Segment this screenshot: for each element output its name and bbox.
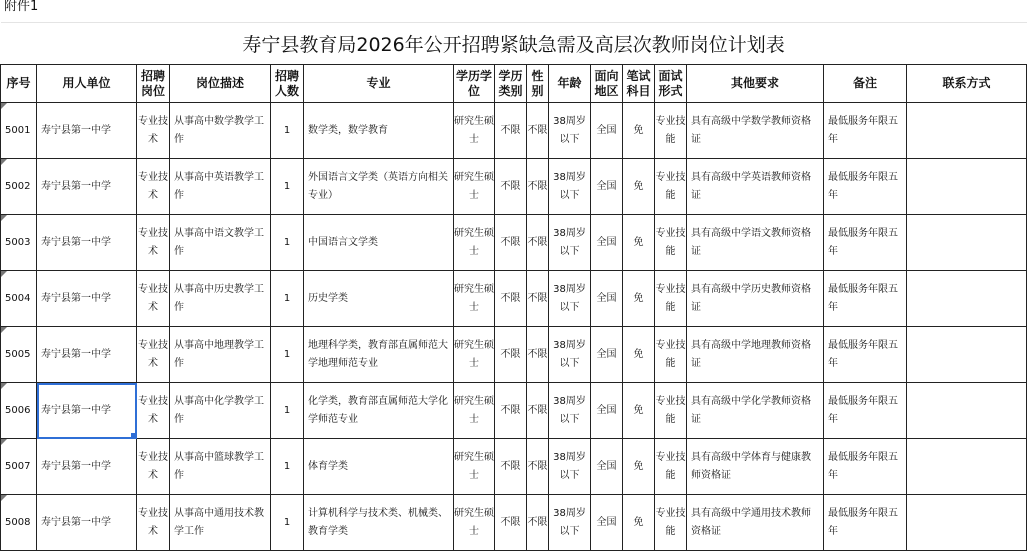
table-row xyxy=(1,383,1027,439)
header-post[interactable]: 招聘岗位 xyxy=(137,65,170,103)
header-desc[interactable]: 岗位描述 xyxy=(170,65,271,103)
comment-indicator-icon xyxy=(1,383,7,389)
cell-contact[interactable] xyxy=(907,215,1027,271)
cell-major[interactable]: 地理科学类，教育部直属师范大学地理师范专业 xyxy=(304,327,454,383)
cell-id[interactable] xyxy=(1,327,37,383)
cell-interview[interactable]: 专业技能 xyxy=(655,215,687,271)
cell-other[interactable]: 具有高级中学语文教师资格证 xyxy=(687,215,824,271)
cell-written[interactable]: 免 xyxy=(623,215,655,271)
cell-post[interactable]: 专业技术 xyxy=(137,327,170,383)
cell-desc[interactable]: 从事高中数学教学工作 xyxy=(170,103,271,159)
cell-count[interactable]: 1 xyxy=(271,383,304,439)
cell-major[interactable]: 外国语言文学类（英语方向相关专业） xyxy=(304,159,454,215)
cell-post[interactable]: 专业技术 xyxy=(137,495,170,551)
cell-age[interactable]: 38周岁以下 xyxy=(549,159,591,215)
header-written[interactable]: 笔试科目 xyxy=(623,65,655,103)
cell-major[interactable]: 计算机科学与技术类、机械类、教育学类 xyxy=(304,495,454,551)
cell-written[interactable]: 免 xyxy=(623,327,655,383)
comment-indicator-icon xyxy=(1,215,7,221)
cell-contact[interactable] xyxy=(907,439,1027,495)
cell-count[interactable]: 1 xyxy=(271,103,304,159)
cell-id-text: 5007 xyxy=(5,460,31,472)
cell-region[interactable]: 全国 xyxy=(591,271,623,327)
cell-note[interactable]: 最低服务年限五年 xyxy=(824,327,907,383)
selected-cell-text: 寿宁县第一中学 xyxy=(41,404,111,416)
cell-id[interactable] xyxy=(1,159,37,215)
cell-contact[interactable] xyxy=(907,271,1027,327)
cell-count[interactable]: 1 xyxy=(271,439,304,495)
cell-degree[interactable]: 研究生硕士 xyxy=(454,495,495,551)
cell-region[interactable]: 全国 xyxy=(591,327,623,383)
cell-age[interactable]: 38周岁以下 xyxy=(549,103,591,159)
cell-id-text: 5005 xyxy=(5,348,31,360)
cell-gender[interactable]: 不限 xyxy=(527,103,549,159)
header-gender[interactable]: 性别 xyxy=(527,65,549,103)
cell-major[interactable]: 体育学类 xyxy=(304,439,454,495)
cell-desc[interactable]: 从事高中历史教学工作 xyxy=(170,271,271,327)
cell-gender[interactable]: 不限 xyxy=(527,495,549,551)
cell-interview[interactable]: 专业技能 xyxy=(655,383,687,439)
cell-interview[interactable]: 专业技能 xyxy=(655,103,687,159)
selected-cell[interactable] xyxy=(37,383,137,439)
cell-other[interactable]: 具有高级中学英语教师资格证 xyxy=(687,159,824,215)
cell-count[interactable]: 1 xyxy=(271,215,304,271)
header-other[interactable]: 其他要求 xyxy=(687,65,824,103)
cell-other[interactable]: 具有高级中学数学教师资格证 xyxy=(687,103,824,159)
cell-major[interactable]: 中国语言文学类 xyxy=(304,215,454,271)
cell-id[interactable] xyxy=(1,383,37,439)
cell-id[interactable] xyxy=(1,495,37,551)
cell-region[interactable]: 全国 xyxy=(591,495,623,551)
cell-region[interactable]: 全国 xyxy=(591,383,623,439)
cell-written[interactable]: 免 xyxy=(623,271,655,327)
cell-written[interactable]: 免 xyxy=(623,495,655,551)
cell-desc[interactable]: 从事高中通用技术教学工作 xyxy=(170,495,271,551)
comment-indicator-icon xyxy=(1,327,7,333)
cell-interview[interactable]: 专业技能 xyxy=(655,327,687,383)
cell-count[interactable]: 1 xyxy=(271,327,304,383)
cell-category[interactable]: 不限 xyxy=(495,159,527,215)
cell-written[interactable]: 免 xyxy=(623,159,655,215)
cell-category[interactable]: 不限 xyxy=(495,215,527,271)
table-row xyxy=(1,271,1027,327)
cell-note[interactable]: 最低服务年限五年 xyxy=(824,383,907,439)
cell-unit[interactable]: 寿宁县第一中学 xyxy=(37,159,137,215)
cell-id-text: 5006 xyxy=(5,404,31,416)
cell-written[interactable]: 免 xyxy=(623,103,655,159)
cell-contact[interactable] xyxy=(907,327,1027,383)
cell-age[interactable]: 38周岁以下 xyxy=(549,383,591,439)
table-row xyxy=(1,103,1027,159)
comment-indicator-icon xyxy=(1,103,7,109)
cell-post[interactable]: 专业技术 xyxy=(137,215,170,271)
cell-count[interactable]: 1 xyxy=(271,495,304,551)
cell-category[interactable]: 不限 xyxy=(495,271,527,327)
cell-desc[interactable]: 从事高中语文教学工作 xyxy=(170,215,271,271)
cell-major[interactable]: 化学类，教育部直属师范大学化学师范专业 xyxy=(304,383,454,439)
header-major[interactable]: 专业 xyxy=(304,65,454,103)
cell-other[interactable]: 具有高级中学历史教师资格证 xyxy=(687,271,824,327)
cell-desc[interactable]: 从事高中化学教学工作 xyxy=(170,383,271,439)
cell-other[interactable]: 具有高级中学化学教师资格证 xyxy=(687,383,824,439)
cell-degree[interactable]: 研究生硕士 xyxy=(454,383,495,439)
cell-degree[interactable]: 研究生硕士 xyxy=(454,327,495,383)
cell-contact[interactable] xyxy=(907,103,1027,159)
cell-category[interactable]: 不限 xyxy=(495,327,527,383)
cell-unit[interactable]: 寿宁县第一中学 xyxy=(37,103,137,159)
cell-interview[interactable]: 专业技能 xyxy=(655,495,687,551)
cell-gender[interactable]: 不限 xyxy=(527,439,549,495)
cell-count[interactable]: 1 xyxy=(271,159,304,215)
header-region[interactable]: 面向地区 xyxy=(591,65,623,103)
cell-note[interactable]: 最低服务年限五年 xyxy=(824,215,907,271)
header-seq[interactable]: 序号 xyxy=(1,65,37,103)
comment-indicator-icon xyxy=(1,159,7,165)
cell-id-text: 5004 xyxy=(5,292,31,304)
header-row xyxy=(1,65,1027,103)
cell-id[interactable] xyxy=(1,271,37,327)
cell-age[interactable]: 38周岁以下 xyxy=(549,271,591,327)
cell-contact[interactable] xyxy=(907,159,1027,215)
cell-region[interactable]: 全国 xyxy=(591,215,623,271)
recruitment-plan-table xyxy=(0,22,1027,551)
cell-id-text: 5003 xyxy=(5,236,31,248)
cell-contact[interactable] xyxy=(907,383,1027,439)
table-row xyxy=(1,439,1027,495)
spreadsheet-grid[interactable] xyxy=(0,22,991,543)
cell-category[interactable]: 不限 xyxy=(495,439,527,495)
comment-indicator-icon xyxy=(1,271,7,277)
cell-id[interactable] xyxy=(1,215,37,271)
cell-id[interactable] xyxy=(1,103,37,159)
cell-post[interactable]: 专业技术 xyxy=(137,103,170,159)
cell-category[interactable]: 不限 xyxy=(495,495,527,551)
cell-other[interactable]: 具有高级中学体育与健康教师资格证 xyxy=(687,439,824,495)
table-title[interactable]: 寿宁县教育局2026年公开招聘紧缺急需及高层次教师岗位计划表 xyxy=(1,23,1027,65)
cell-unit[interactable]: 寿宁县第一中学 xyxy=(37,495,137,551)
cell-gender[interactable]: 不限 xyxy=(527,159,549,215)
cell-post[interactable]: 专业技术 xyxy=(137,159,170,215)
cell-interview[interactable]: 专业技能 xyxy=(655,159,687,215)
header-note[interactable]: 备注 xyxy=(824,65,907,103)
cell-interview[interactable]: 专业技能 xyxy=(655,439,687,495)
cell-unit[interactable]: 寿宁县第一中学 xyxy=(37,327,137,383)
comment-indicator-icon xyxy=(1,495,7,501)
header-unit[interactable]: 用人单位 xyxy=(37,65,137,103)
cell-post[interactable]: 专业技术 xyxy=(137,383,170,439)
cell-id-text: 5008 xyxy=(5,516,31,528)
cell-note[interactable]: 最低服务年限五年 xyxy=(824,103,907,159)
cell-region[interactable]: 全国 xyxy=(591,439,623,495)
cell-written[interactable]: 免 xyxy=(623,439,655,495)
cell-id-text: 5001 xyxy=(5,124,31,136)
cell-post[interactable]: 专业技术 xyxy=(137,439,170,495)
header-contact[interactable]: 联系方式 xyxy=(907,65,1027,103)
cell-count[interactable]: 1 xyxy=(271,271,304,327)
cell-gender[interactable]: 不限 xyxy=(527,383,549,439)
cell-desc[interactable]: 从事高中英语教学工作 xyxy=(170,159,271,215)
cell-post[interactable]: 专业技术 xyxy=(137,271,170,327)
cell-unit[interactable]: 寿宁县第一中学 xyxy=(37,271,137,327)
cell-age[interactable]: 38周岁以下 xyxy=(549,439,591,495)
cell-gender[interactable]: 不限 xyxy=(527,327,549,383)
cell-degree[interactable]: 研究生硕士 xyxy=(454,271,495,327)
cell-gender[interactable]: 不限 xyxy=(527,215,549,271)
cell-age[interactable]: 38周岁以下 xyxy=(549,495,591,551)
cell-desc[interactable]: 从事高中篮球教学工作 xyxy=(170,439,271,495)
header-count[interactable]: 招聘人数 xyxy=(271,65,304,103)
cell-major[interactable]: 历史学类 xyxy=(304,271,454,327)
cell-degree[interactable]: 研究生硕士 xyxy=(454,159,495,215)
header-degree[interactable]: 学历学位 xyxy=(454,65,495,103)
attachment-label: 附件1 xyxy=(4,0,39,14)
cell-id[interactable] xyxy=(1,439,37,495)
cell-category[interactable]: 不限 xyxy=(495,383,527,439)
table-row xyxy=(1,495,1027,551)
table-row xyxy=(1,215,1027,271)
cell-degree[interactable]: 研究生硕士 xyxy=(454,103,495,159)
header-category[interactable]: 学历类别 xyxy=(495,65,527,103)
cell-category[interactable]: 不限 xyxy=(495,103,527,159)
cell-note[interactable]: 最低服务年限五年 xyxy=(824,271,907,327)
cell-region[interactable]: 全国 xyxy=(591,103,623,159)
header-age[interactable]: 年龄 xyxy=(549,65,591,103)
cell-note[interactable]: 最低服务年限五年 xyxy=(824,495,907,551)
table-row xyxy=(1,159,1027,215)
header-interview[interactable]: 面试形式 xyxy=(655,65,687,103)
cell-desc[interactable]: 从事高中地理教学工作 xyxy=(170,327,271,383)
cell-age[interactable]: 38周岁以下 xyxy=(549,215,591,271)
cell-gender[interactable]: 不限 xyxy=(527,271,549,327)
cell-written[interactable]: 免 xyxy=(623,383,655,439)
comment-indicator-icon xyxy=(1,439,7,445)
cell-note[interactable]: 最低服务年限五年 xyxy=(824,439,907,495)
cell-degree[interactable]: 研究生硕士 xyxy=(454,439,495,495)
cell-interview[interactable]: 专业技能 xyxy=(655,271,687,327)
cell-id-text: 5002 xyxy=(5,180,31,192)
cell-degree[interactable]: 研究生硕士 xyxy=(454,215,495,271)
cell-age[interactable]: 38周岁以下 xyxy=(549,327,591,383)
cell-unit[interactable]: 寿宁县第一中学 xyxy=(37,215,137,271)
cell-unit[interactable]: 寿宁县第一中学 xyxy=(37,439,137,495)
cell-other[interactable]: 具有高级中学通用技术教师资格证 xyxy=(687,495,824,551)
cell-contact[interactable] xyxy=(907,495,1027,551)
cell-region[interactable]: 全国 xyxy=(591,159,623,215)
table-row xyxy=(1,327,1027,383)
cell-major[interactable]: 数学类，数学教育 xyxy=(304,103,454,159)
cell-note[interactable]: 最低服务年限五年 xyxy=(824,159,907,215)
cell-other[interactable]: 具有高级中学地理教师资格证 xyxy=(687,327,824,383)
